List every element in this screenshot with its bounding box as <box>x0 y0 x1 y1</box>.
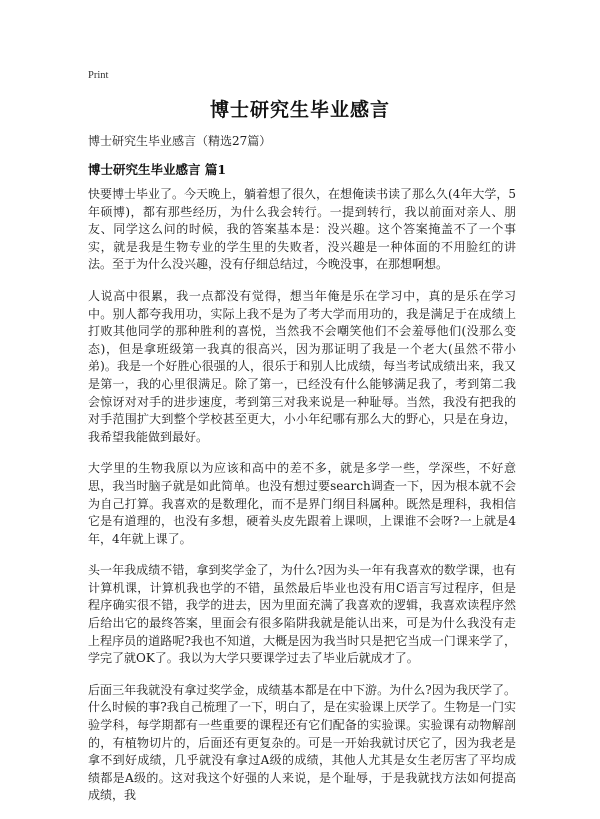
article-body <box>88 186 516 819</box>
document-subtitle: 博士研究生毕业感言（精选27篇） <box>88 134 272 148</box>
section-heading: 博士研究生毕业感言 篇1 <box>88 162 227 177</box>
paragraph: 人说高中很累，我一点都没有觉得，想当年俺是乐在学习中，真的是乐在学习中。别人都夸我用功，实际上我不是为了考大学而用功的，我是满足于在成绩上打败其他同学的那种胜利的喜悦，当然我不会嘲笑他们不会羞辱他们(没那么变态)，但是拿班级第一我真的很高兴，因为那证明了我是一个老大(虽然不带小弟)。我是一个好胜心很强的人，很乐于和别人比成绩，每当考试成绩出来，我又是第一，我的心里很满足。除了第一，已经没有什么能够满足我了，考到第二我会惊讶对对手的进步速度，考到第三对我来说是一种耻辱。当然，我没有把我的对手范围扩大到整个学校甚至更大，小小年纪哪有那么大的野心，只是在身边，我希望我能做到最好。 <box>88 288 516 444</box>
print-label[interactable]: Print <box>88 70 109 81</box>
paragraph: 后面三年我就没有拿过奖学金，成绩基本都是在中下游。为什么?因为我厌学了。什么时候的事?我自己梳理了一下，明白了，是在实验课上厌学了。生物是一门实验学科，每学期都有一些重要的课程还有它们配备的实验课。实验课有动物解剖的，有植物切片的，后面还有更复杂的。可是一开始我就讨厌它了，因为我老是拿不到好成绩，几乎就没有拿过A级的成绩，其他人尤其是女生老厉害了平均成绩都是A级的。这对我这个好强的人来说，是个耻辱，于是我就找方法如何提高成绩，我 <box>88 682 516 803</box>
document-title: 博士研究生毕业感言 <box>209 99 390 121</box>
paragraph: 大学里的生物我原以为应该和高中的差不多，就是多学一些，学深些，不好意思，我当时脑子就是如此简单。也没有想过要search调查一下，因为根本就不会为自己打算。我喜欢的是数理化，而不是界门纲目科属种。既然是理科，我相信它是有道理的，也没有多想，硬着头皮先跟着上课呗，上课谁不会呀?一上就是4年，4年就上课了。 <box>88 461 516 546</box>
paragraph: 快要博士毕业了。今天晚上，躺着想了很久，在想俺读书读了那么久(4年大学，5年硕博)，都有那些经历，为什么我会转行。一提到转行，我以前面对亲人、朋友、同学这么问的时候，我的答案基本是：没兴趣。这个答案掩盖不了一个事实，就是我是生物专业的学生里的失败者，没兴趣是一种体面的不用脸红的讲法。至于为什么没兴趣，没有仔细总结过，今晚没事，在那想啊想。 <box>88 187 516 272</box>
paragraph: 头一年我成绩不错，拿到奖学金了，为什么?因为头一年有我喜欢的数学课，也有计算机课，计算机我也学的不错，虽然最后毕业也没有用C语言写过程序，但是程序确实很不错，我学的进去，因为里面充满了我喜欢的逻辑，我喜欢读程序然后给出它的最终答案，里面会有很多陷阱我就是能认出来，可是为什么我没有走上程序员的道路呢?我也不知道，大概是因为我当时只是把它当成一门课来学了，学完了就OK了。我以为大学只要课学过去了毕业后就成才了。 <box>88 563 516 666</box>
